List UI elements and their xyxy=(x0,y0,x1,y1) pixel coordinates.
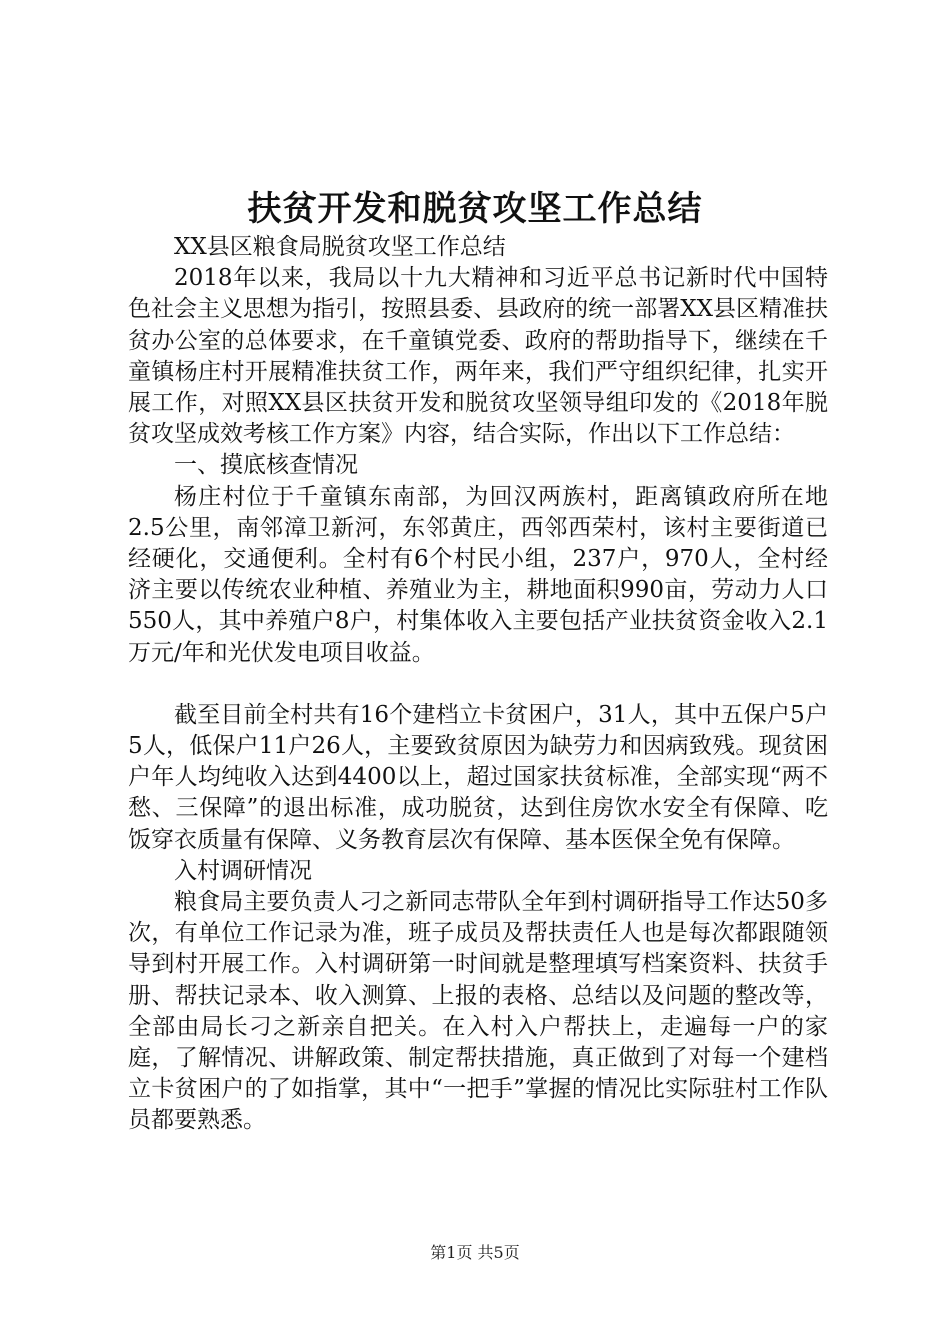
section-heading: 入村调研情况 xyxy=(174,857,312,884)
document-title: 扶贫开发和脱贫攻坚工作总结 xyxy=(247,189,703,229)
subtitle-paragraph: XX县区粮食局脱贫攻坚工作总结 xyxy=(174,234,506,260)
document-body xyxy=(128,232,828,1137)
section-heading: 一、摸底核查情况 xyxy=(174,452,358,479)
page-number-footer: 第1页 共5页 xyxy=(430,1243,520,1262)
research-paragraph: 粮食局主要负责人刁之新同志带队全年到村调研指导工作达50多次，有单位工作记录为准，班子成员及帮扶责任人也是每次都跟随领导到村开展工作。入村调研第一时间就是整理填写档案资料、扶贫手册、帮扶记录本、收入测算、上报的表格、总结以及问题的整改等，全部由局长刁之新亲自把关。在入村入户帮扶上，走遍每一户的家庭，了解情况、讲解政策、制定帮扶措施，真正做到了对每一个建档立卡贫困户的了如指掌，其中“一把手”掌握的情况比实际驻村工作队员都要熟悉。 xyxy=(128,889,828,1134)
intro-paragraph: 2018年以来，我局以十九大精神和习近平总书记新时代中国特色社会主义思想为指引，按照县委、县政府的统一部署XX县区精准扶贫办公室的总体要求，在千童镇党委、政府的帮助指导下，继续在千童镇杨庄村开展精准扶贫工作，两年来，我们严守组织纪律，扎实开展工作，对照XX县区扶贫开发和脱贫攻坚领导组印发的《2018年脱贫攻坚成效考核工作方案》内容，结合实际，作出以下工作总结： xyxy=(128,265,828,448)
village-overview-paragraph: 杨庄村位于千童镇东南部，为回汉两族村，距离镇政府所在地2.5公里，南邻漳卫新河，东邻黄庄，西邻西荣村，该村主要街道已经硬化，交通便利。全村有6个村民小组，237户，970人，全村经济主要以传统农业种植、养殖业为主，耕地面积990亩，劳动力人口550人，其中养殖户8户，村集体收入主要包括产业扶贫资金收入2.1万元/年和光伏发电项目收益。 xyxy=(128,483,828,666)
poverty-status-paragraph: 截至目前全村共有16个建档立卡贫困户，31人，其中五保户5户5人，低保户11户26人，主要致贫原因为缺劳力和因病致残。现贫困户年人均纯收入达到4400以上，超过国家扶贫标准，全部实现“两不愁、三保障”的退出标准，成功脱贫，达到住房饮水安全有保障、吃饭穿衣质量有保障、义务教育层次有保障、基本医保全免有保障。 xyxy=(128,701,828,853)
